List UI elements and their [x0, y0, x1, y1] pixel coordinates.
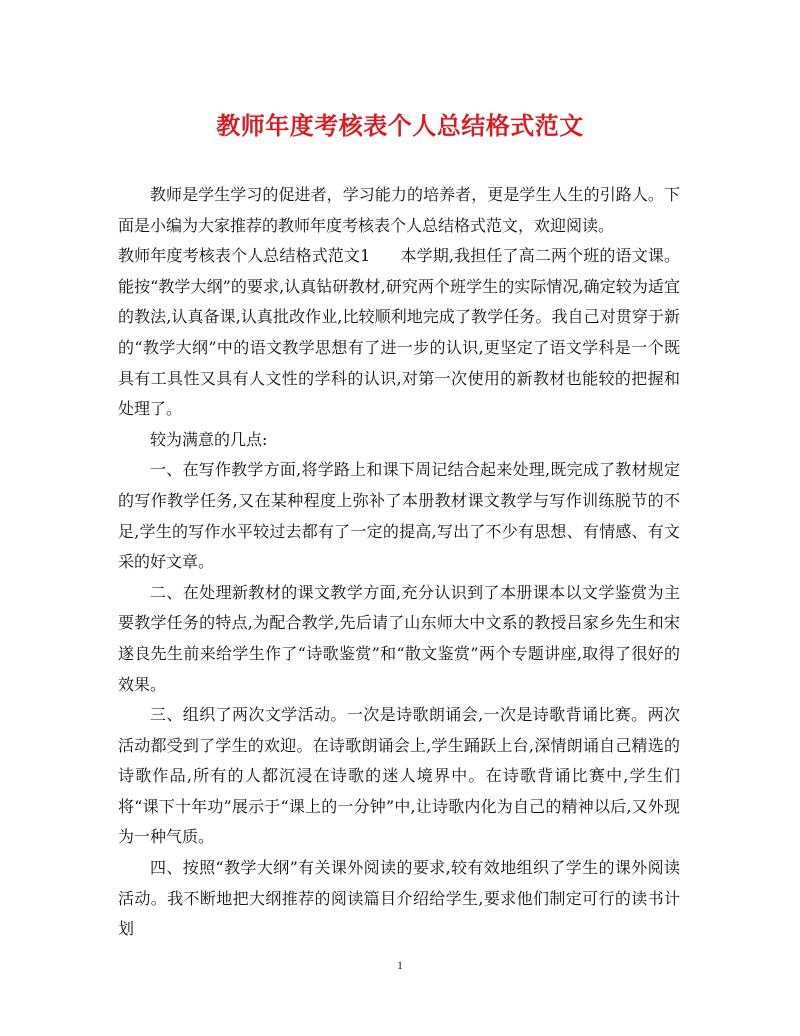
satisfied-heading: 较为满意的几点: — [150, 429, 268, 449]
intro-paragraph: 教师是学生学习的促进者，学习能力的培养者，更是学生人生的引路人。下面是小编为大家推荐的教师年度考核表个人总结格式范文，欢迎阅读。 — [118, 185, 680, 235]
point-paragraph-4: 四、按照“教学大纲”有关课外阅读的要求,较有效地组织了学生的课外阅读活动。我不断地把大纲推荐的阅读篇目介绍给学生,要求他们制定可行的读书计划 — [118, 858, 680, 939]
point-paragraph-3: 三、组织了两次文学活动。一次是诗歌朗诵会,一次是诗歌背诵比赛。两次活动都受到了学生的欢迎。在诗歌朗诵会上,学生踊跃上台,深情朗诵自己精选的诗歌作品,所有的人都沉浸在诗歌的迷人境界中。在诗歌背诵比赛中,学生们将“课下十年功”展示于“课上的一分钟”中,让诗歌内化为自己的精神以后,又外现为一种气质。 — [118, 705, 680, 847]
section-paragraph — [118, 241, 680, 425]
section-heading: 教师年度考核表个人总结格式范文1 — [118, 246, 371, 266]
section-lead: 本学期,我担任了高二两个班的语文课。能按“教学大纲”的要求,认真钻研教材,研究两个班学生的实际情况,确定较为适宜的教法,认真备课,认真批改作业,比较顺利地完成了教学任务。我自己对贯穿于新的“教学大纲”中的语文教学思想有了进一步的认识,更坚定了语文学科是一个既具有工具性又具有人文性的学科的认识,对第一次使用的新教材也能较的把握和处理了。 — [118, 246, 680, 419]
point-paragraph-2: 二、在处理新教材的课文教学方面,充分认识到了本册课本以文学鉴赏为主要教学任务的特点,为配合教学,先后请了山东师大中文系的教授吕家乡先生和宋遂良先生前来给学生作了“诗歌鉴赏”和“散文鉴赏”两个专题讲座,取得了很好的效果。 — [118, 582, 680, 694]
document-title: 教师年度考核表个人总结格式范文 — [216, 111, 584, 140]
page-number: 1 — [397, 958, 403, 972]
point-paragraph-1: 一、在写作教学方面,将学路上和课下周记结合起来处理,既完成了教材规定的写作教学任务,又在某种程度上弥补了本册教材课文教学与写作训练脱节的不足,学生的写作水平较过去都有了一定的提高,写出了不少有思想、有情感、有文采的好文章。 — [118, 460, 680, 572]
document-body — [118, 180, 680, 945]
